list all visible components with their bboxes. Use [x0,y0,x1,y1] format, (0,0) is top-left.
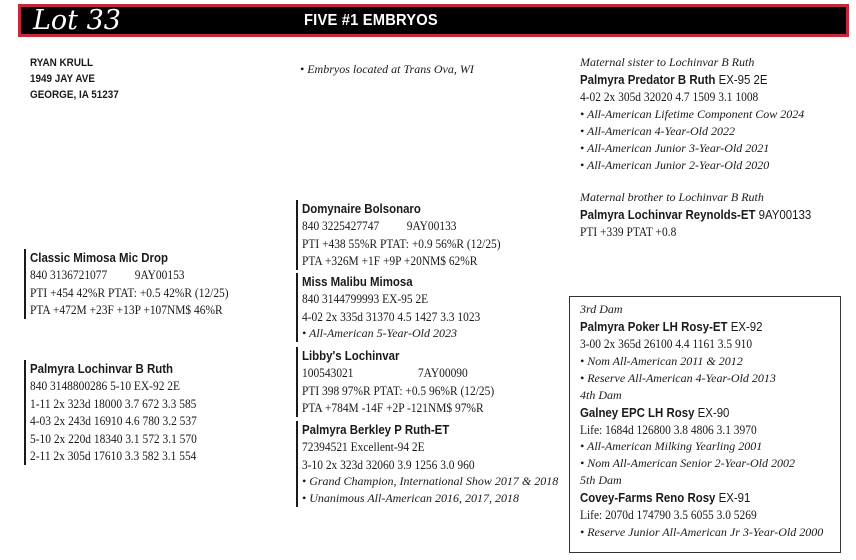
fifth-dam-record: Life: 2070d 174790 3.5 6055 3.0 5269 [580,507,757,522]
maternal-brother-proof: PTI +339 PTAT +0.8 [580,224,677,239]
dam-record: 5-10 2x 220d 18340 3.1 572 3.1 570 [30,430,197,446]
sires-dam-block [296,273,505,342]
sires-sire-block [296,200,528,270]
maternal-brother-code: 9AY00133 [755,207,812,222]
lot-number: Lot 33 [33,5,121,36]
fourth-dam-score: EX-90 [694,404,730,420]
sires-sire-name: Domynaire Bolsonaro [302,201,421,216]
sire-id-line [30,266,229,284]
third-dam-record: 3-00 2x 365d 26100 4.4 1161 3.5 910 [580,336,753,351]
sire-block [24,249,256,319]
dam-record: 2-11 2x 305d 17610 3.3 582 3.1 554 [30,448,197,463]
sires-sire-proof-1: PTI +438 55%R PTAT: +0.9 56%R (12/25) [302,235,501,251]
maternal-brother-name: Palmyra Lochinvar Reynolds-ET [580,207,756,222]
fifth-dam-award: • Reserve Junior All-American Jr 3-Year-Old 2000 [580,524,824,539]
sires-sire-proof-2: PTA +326M +1F +9P +20NM$ 62%R [302,253,478,268]
owner-name: RYAN KRULL [30,57,94,69]
fifth-dam-name: Covey-Farms Reno Rosy [580,490,716,505]
maternal-line-list [580,301,823,541]
maternal-sister-name: Palmyra Predator B Ruth [580,72,716,87]
dam-record: 4-03 2x 243d 16910 4.6 780 3.2 537 [30,413,197,428]
maternal-sister-award: • All-American Lifetime Component Cow 2024 [580,106,805,121]
dam-name: Palmyra Lochinvar B Ruth [30,361,174,376]
maternal-sister-award: • All-American Junior 2-Year-Old 2020 [580,157,770,172]
dams-dam-award: • Grand Champion, International Show 2017 & 2018 [302,474,559,488]
sire-proof-2: PTA +472M +23F +13P +107NM$ 46%R [30,302,223,317]
dams-sire-code: 7AY00090 [417,365,468,380]
dams-dam-record: 3-10 2x 323d 32060 3.9 1256 3.0 960 [302,456,475,472]
lot-header-bar [18,4,849,37]
third-dam-name: Palmyra Poker LH Rosy-ET [580,319,728,334]
owner-block [30,55,129,103]
maternal-sister-award: • All-American 4-Year-Old 2022 [580,123,735,138]
third-dam-award: • Reserve All-American 4-Year-Old 2013 [580,370,776,385]
dams-sire-proof-1: PTI 398 97%R PTAT: +0.5 96%R (12/25) [302,382,495,398]
maternal-sister-record: 4-02 2x 305d 32020 4.7 1509 3.1 1008 [580,89,759,104]
maternal-sister-block [580,54,804,174]
embryo-location-note: • Embryos located at Trans Ova, WI [300,62,474,76]
dam-generation-label: 5th Dam [580,473,622,487]
dam-id: 840 3148800286 5-10 EX-92 2E [30,378,180,393]
third-dam-score: EX-92 [727,319,763,334]
dams-sire-name: Libby's Lochinvar [302,348,400,363]
sires-sire-code: 9AY00133 [406,218,457,233]
dams-dam-name: Palmyra Berkley P Ruth-ET [302,422,450,437]
maternal-sister-name-line [580,71,777,88]
dams-dam-id: 72394521 Excellent-94 2E [302,439,425,454]
owner-city: GEORGE, IA 51237 [30,89,119,101]
sires-dam-name: Miss Malibu Mimosa [302,274,413,289]
dams-dam-award: • Unanimous All-American 2016, 2017, 2018 [302,491,519,505]
sire-name: Classic Mimosa Mic Drop [30,250,168,265]
dam-generation-label: 4th Dam [580,387,622,402]
fourth-dam-name: Galney EPC LH Rosy [580,404,695,420]
dams-sire-id-line [302,364,494,382]
fifth-dam-score: EX-91 [715,490,751,505]
maternal-brother-block [580,189,843,241]
third-dam-name-line [580,318,794,335]
maternal-sister-award: • All-American Junior 3-Year-Old 2021 [580,140,770,155]
dams-dam-block [296,421,558,507]
fourth-dam-award: • Nom All-American Senior 2-Year-Old 2002 [580,456,795,470]
fourth-dam-name-line [580,404,794,421]
fourth-dam-record: Life: 1684d 126800 3.8 4806 3.1 3970 [580,421,757,437]
maternal-brother-name-line [580,206,811,223]
sires-dam-award: • All-American 5-Year-Old 2023 [302,326,457,340]
fourth-dam-award: • All-American Milking Yearling 2001 [580,439,763,453]
dams-sire-id: 100543021 [302,365,354,380]
dam-record: 1-11 2x 323d 18000 3.7 672 3.3 585 [30,395,197,411]
sire-code: 9AY00153 [134,267,185,282]
maternal-sister-score: EX-95 2E [715,72,768,87]
sires-sire-id: 840 3225427747 [302,218,380,233]
sire-proof-1: PTI +454 42%R PTAT: +0.5 42%R (12/25) [30,284,229,300]
maternal-brother-label: Maternal brother to Lochinvar B Ruth [580,190,764,204]
sires-sire-id-line [302,217,501,235]
sire-id: 840 3136721077 [30,267,108,282]
sires-dam-record: 4-02 2x 335d 31370 4.5 1427 3.3 1023 [302,308,481,324]
third-dam-award: • Nom All-American 2011 & 2012 [580,353,743,368]
dams-sire-block [296,347,520,417]
fifth-dam-name-line [580,489,794,506]
maternal-sister-label: Maternal sister to Lochinvar B Ruth [580,55,755,69]
lot-title: FIVE #1 EMBRYOS [304,12,438,29]
dam-generation-label: 3rd Dam [580,302,623,316]
dam-block [24,360,220,465]
sires-dam-id: 840 3144799993 EX-95 2E [302,291,429,306]
dams-sire-proof-2: PTA +784M -14F +2P -121NM$ 97%R [302,400,484,415]
owner-address: 1949 JAY AVE [30,73,95,85]
